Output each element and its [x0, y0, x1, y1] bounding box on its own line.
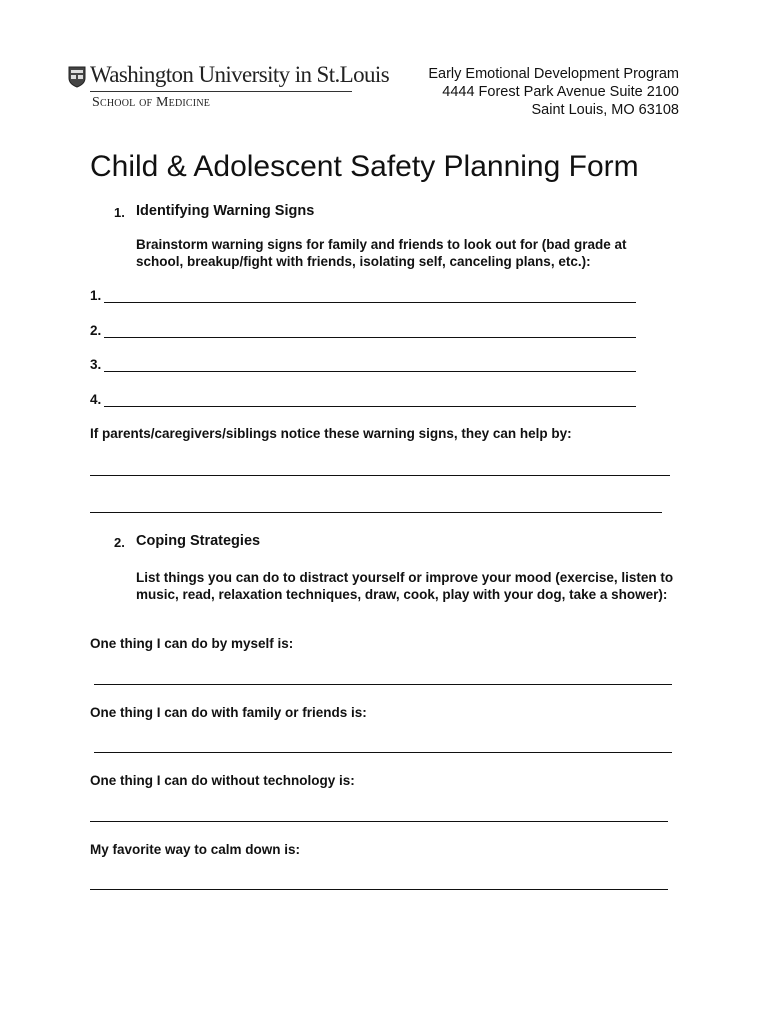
university-logo-wordmark: Washington University in St.Louis [90, 62, 390, 87]
warning-sign-number: 3. [90, 357, 102, 372]
page-title: Child & Adolescent Safety Planning Form [90, 150, 639, 183]
warning-sign-field-2[interactable] [90, 323, 636, 338]
coping-answer-self[interactable] [94, 684, 672, 685]
coping-answer-family[interactable] [94, 752, 672, 753]
section-1-instructions: Brainstorm warning signs for family and friends to look out for (bad grade at school, breakup/fight with friends, isolating self, canceling plans, etc.): [136, 237, 627, 269]
help-answer-line-2[interactable] [90, 512, 662, 513]
warning-sign-blank[interactable] [104, 360, 636, 372]
section-2-number: 2. [114, 535, 125, 550]
warning-sign-number: 2. [90, 323, 102, 338]
warning-sign-number: 4. [90, 392, 102, 407]
section-2-instructions: List things you can do to distract yourself or improve your mood (exercise, listen to music, read, relaxation techniques, draw, cook, play with your dog, take a shower): [136, 570, 674, 602]
warning-sign-blank[interactable] [104, 326, 636, 338]
street-address: 4444 Forest Park Avenue Suite 2100 [442, 84, 679, 100]
help-answer-line-1[interactable] [90, 475, 670, 476]
warning-sign-field-1[interactable] [90, 288, 636, 303]
city-address: Saint Louis, MO 63108 [531, 102, 679, 118]
coping-prompt-family: One thing I can do with family or friends is: [90, 705, 367, 720]
coping-prompt-no-tech: One thing I can do without technology is: [90, 773, 355, 788]
coping-prompt-calm: My favorite way to calm down is: [90, 842, 301, 857]
warning-sign-blank[interactable] [104, 395, 636, 407]
university-crest-icon [68, 66, 86, 88]
coping-answer-calm[interactable] [90, 889, 668, 890]
section-1-number: 1. [114, 205, 125, 220]
logo-divider [90, 91, 352, 92]
school-name: School of Medicine [92, 95, 211, 110]
warning-sign-number: 1. [90, 288, 102, 303]
warning-sign-field-4[interactable] [90, 392, 636, 407]
warning-sign-field-3[interactable] [90, 357, 636, 372]
program-name: Early Emotional Development Program [428, 66, 679, 82]
coping-answer-no-tech[interactable] [90, 821, 668, 822]
section-1-heading: Identifying Warning Signs [136, 203, 315, 219]
section-2-heading: Coping Strategies [136, 533, 261, 549]
coping-prompt-self: One thing I can do by myself is: [90, 636, 294, 651]
warning-sign-blank[interactable] [104, 291, 636, 303]
help-prompt: If parents/caregivers/siblings notice these warning signs, they can help by: [90, 426, 572, 441]
